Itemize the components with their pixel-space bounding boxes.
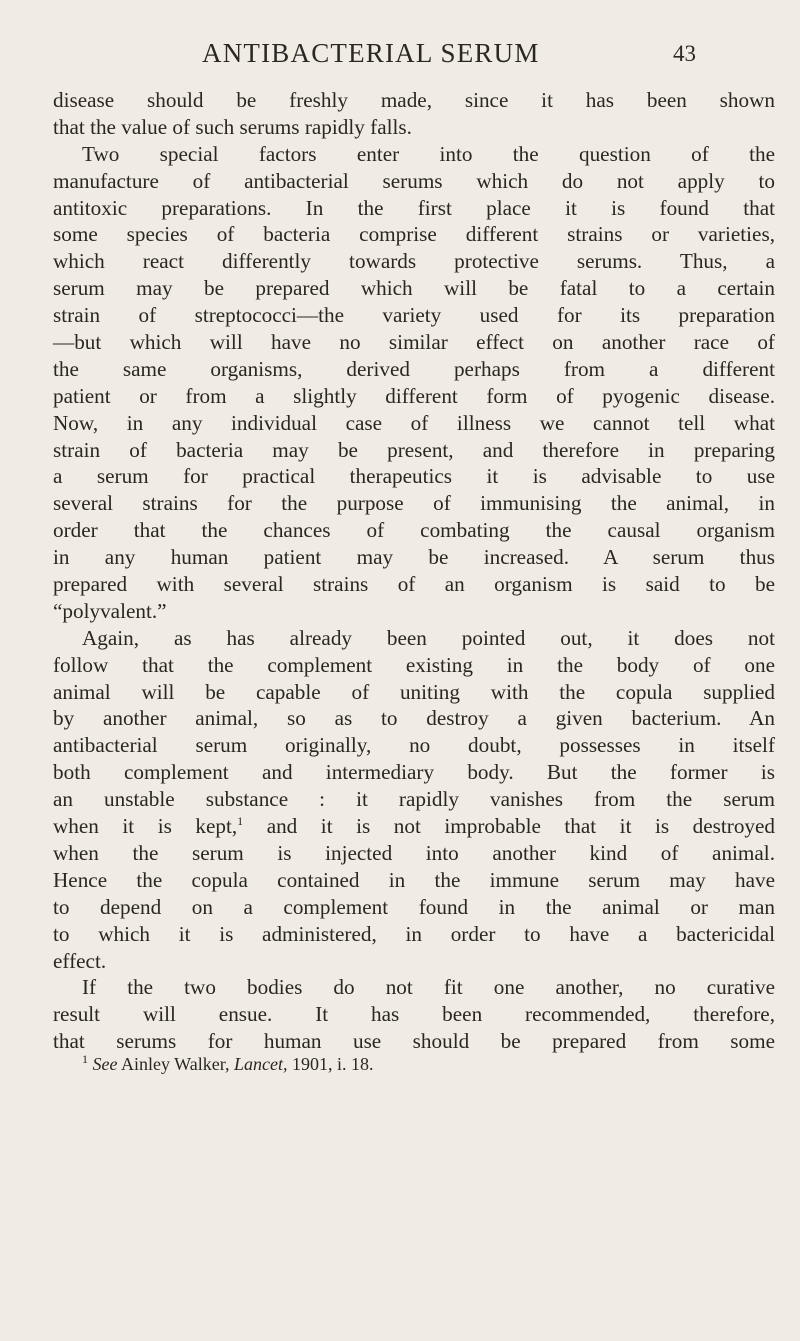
text-line: antibacterial serum originally, no doubt, possesses in itself [53, 733, 775, 758]
text-line: several strains for the purpose of immunising the animal, in [53, 491, 775, 516]
text-line: a serum for practical therapeutics it is advisable to use [53, 464, 775, 489]
text-segment: when it is kept, [53, 814, 238, 839]
footnote-citation: 1901, i. 18. [291, 1054, 374, 1075]
text-line-with-footnote [53, 813, 775, 840]
footnote-author: Ainley Walker, [121, 1054, 230, 1075]
text-line: Now, in any individual case of illness we cannot tell what [53, 410, 775, 435]
footnote-reference: 1 [237, 813, 244, 828]
text-line: disease should be freshly made, since it has been shown [53, 88, 775, 112]
text-line: strain of streptococci—the variety used for its preparation [53, 303, 775, 328]
text-line: manufacture of antibacterial serums which do not apply to [53, 168, 775, 193]
text-line: Again, as has already been pointed out, it does not [82, 625, 775, 650]
text-line: strain of bacteria may be present, and therefore in preparing [53, 437, 775, 462]
text-segment: and it is not improbable that it is destroyed [266, 814, 776, 839]
text-line: patient or from a slightly different form of pyogenic disease. [53, 383, 775, 408]
text-line: some species of bacteria comprise different strains or varieties, [53, 222, 775, 247]
text-line: prepared with several strains of an organism is said to be [53, 572, 775, 597]
text-line: order that the chances of combating the causal organism [53, 518, 775, 543]
running-title: ANTIBACTERIAL SERUM [202, 38, 540, 68]
text-line: effect. [53, 948, 107, 973]
footnote [53, 1053, 775, 1075]
text-line: both complement and intermediary body. But the former is [53, 760, 775, 785]
text-line: “polyvalent.” [53, 598, 167, 623]
body-text [53, 87, 775, 1075]
footnote-journal: Lancet, [233, 1054, 288, 1075]
text-line: Hence the copula contained in the immune serum may have [53, 867, 775, 892]
footnote-marker: 1 [82, 1052, 88, 1067]
text-line: animal will be capable of uniting with the copula supplied [53, 679, 775, 704]
text-line: that the value of such serums rapidly falls. [53, 114, 412, 139]
text-line: —but which will have no similar effect on another race of [53, 330, 775, 355]
text-line: which react differently towards protective serums. Thus, a [53, 249, 775, 274]
footnote-see: See [92, 1054, 118, 1075]
text-line: follow that the complement existing in the body of one [53, 652, 775, 677]
page-number: 43 [673, 41, 696, 66]
text-line: to which it is administered, in order to have a bactericidal [53, 921, 775, 946]
text-line: in any human patient may be increased. A serum thus [53, 545, 775, 570]
text-line: Two special factors enter into the question of the [82, 141, 775, 166]
text-line: when the serum is injected into another kind of animal. [53, 840, 775, 865]
text-line: an unstable substance : it rapidly vanishes from the serum [53, 787, 775, 812]
text-line: by another animal, so as to destroy a given bacterium. An [53, 706, 775, 731]
text-line: serum may be prepared which will be fatal to a certain [53, 276, 775, 301]
text-line: to depend on a complement found in the animal or man [53, 894, 775, 919]
text-line: that serums for human use should be prepared from some [53, 1029, 775, 1054]
text-line: antitoxic preparations. In the first place it is found that [53, 195, 775, 220]
text-line: the same organisms, derived perhaps from a different [53, 356, 775, 381]
text-line: result will ensue. It has been recommended, therefore, [53, 1002, 775, 1027]
text-line: If the two bodies do not fit one another, no curative [82, 975, 775, 1000]
